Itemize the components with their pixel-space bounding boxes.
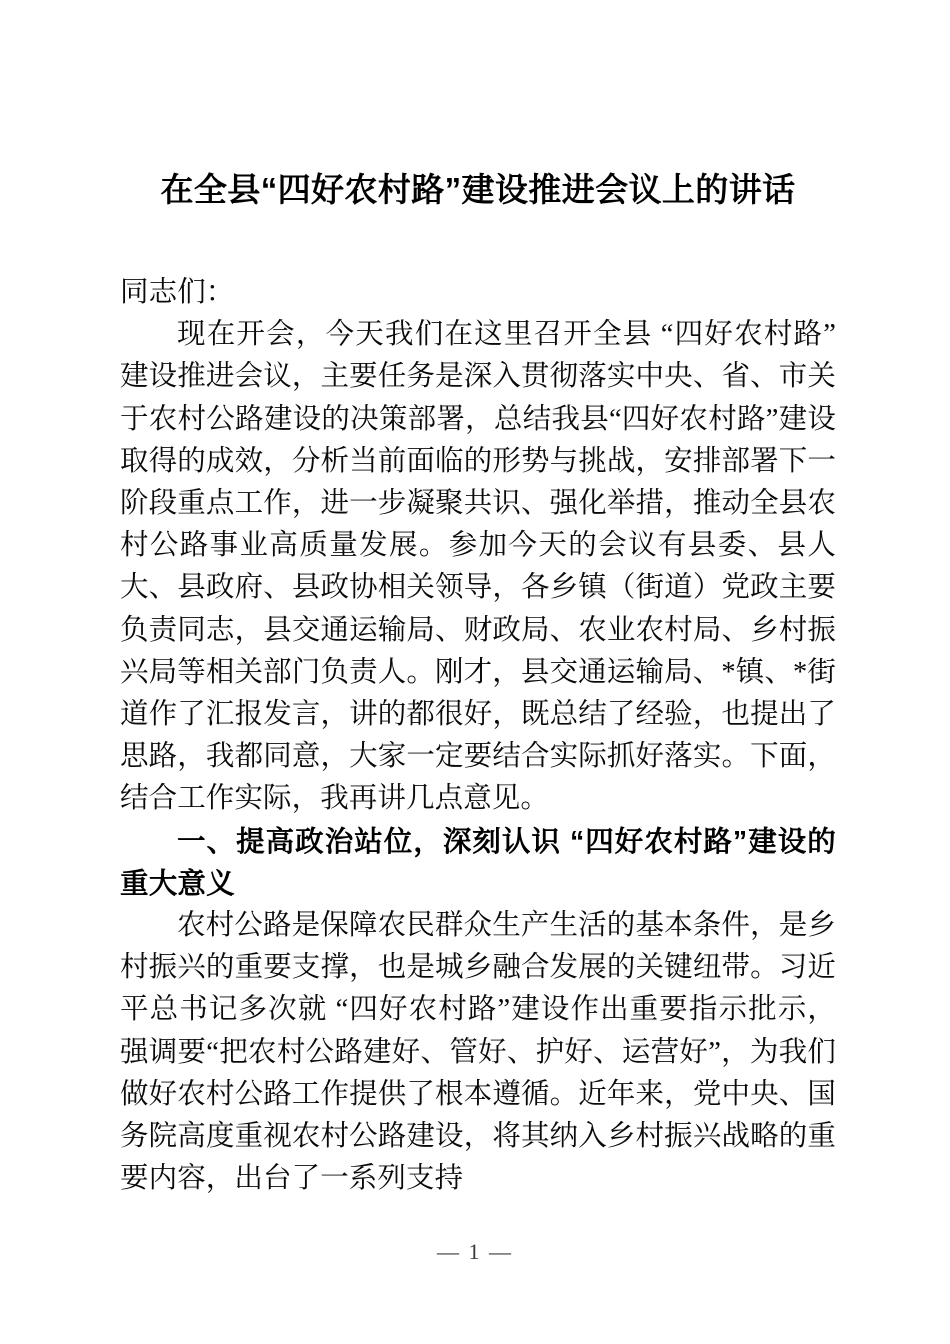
document-body [120,272,836,1200]
salutation-line: 同志们： [120,277,235,308]
section-heading-1: 一、提高政治站位，深刻认识 “四好农村路”建设的重大意义 [120,825,836,900]
page-title: 在全县“四好农村路”建设推进会议上的讲话 [160,171,796,208]
section-1-paragraph-1: 农村公路是保障农民群众生产生活的基本条件，是乡村振兴的重要支撑，也是城乡融合发展的关键纽带。习近平总书记多次就 “四好农村路”建设作出重要指示批示，强调要“把农村公路建好、管好、护好、运营好”，为我们做好农村公路工作提供了根本遵循。近年来，党中央、国务院高度重视农村公路建设，将其纳入乡村振兴战略的重要内容，出台了一系列支持 [120,910,836,1195]
page-number-footer: — 1 — [437,1239,513,1264]
opening-paragraph: 现在开会，今天我们在这里召开全县 “四好农村路”建设推进会议，主要任务是深入贯彻落实中央、省、市关于农村公路建设的决策部署，总结我县“四好农村路”建设取得的成效，分析当前面临的形势与挑战，安排部署下一阶段重点工作，进一步凝聚共识、强化举措，推动全县农村公路事业高质量发展。参加今天的会议有县委、县人大、县政府、县政协相关领导，各乡镇（街道）党政主要负责同志，县交通运输局、财政局、农业农村局、乡村振兴局等相关部门负责人。刚才，县交通运输局、*镇、*街道作了汇报发言，讲的都很好，既总结了经验，也提出了思路，我都同意，大家一定要结合实际抓好落实。下面，结合工作实际，我再讲几点意见。 [120,319,836,815]
